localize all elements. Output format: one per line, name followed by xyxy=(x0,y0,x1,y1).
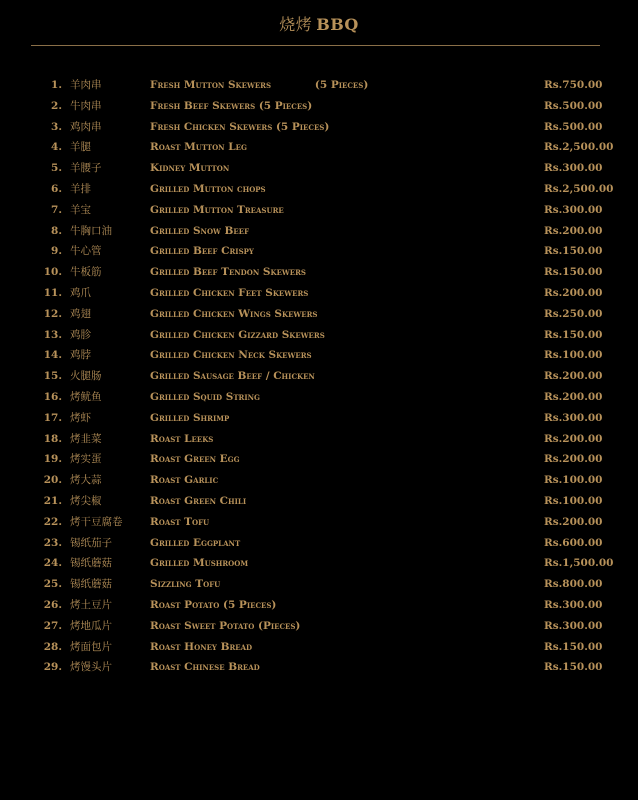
item-english-name: Roast Green Chili xyxy=(150,494,247,507)
item-price: Rs.2,500.00 xyxy=(544,182,614,195)
item-price: Rs.600.00 xyxy=(544,536,603,549)
menu-item xyxy=(0,533,638,554)
menu-item xyxy=(0,574,638,595)
item-number: 29. xyxy=(43,661,62,674)
item-english-name: Sizzling Tofu xyxy=(150,578,221,591)
item-price: Rs.150.00 xyxy=(544,661,603,674)
item-english-name: Roast Leeks xyxy=(150,432,214,445)
menu-item xyxy=(0,387,638,408)
item-number: 18. xyxy=(43,432,62,445)
item-chinese-name: 锡纸茄子 xyxy=(70,536,112,549)
item-price: Rs.300.00 xyxy=(544,162,603,175)
item-chinese-name: 烤土豆片 xyxy=(70,598,112,611)
item-chinese-name: 烤地瓜片 xyxy=(70,619,112,632)
item-price: Rs.200.00 xyxy=(544,515,603,528)
menu-item xyxy=(0,117,638,138)
menu-item xyxy=(0,366,638,387)
item-english-name: Grilled Snow Beef xyxy=(150,224,250,237)
item-english-name: Kidney Mutton xyxy=(150,162,230,175)
item-number: 12. xyxy=(43,307,62,320)
item-english-name: Roast Garlic xyxy=(150,474,219,487)
menu-item xyxy=(0,158,638,179)
menu-item xyxy=(0,96,638,117)
item-chinese-name: 鸡爪 xyxy=(70,286,91,299)
item-chinese-name: 锡纸蘑菇 xyxy=(70,557,112,570)
item-number: 5. xyxy=(51,162,62,175)
item-english-name: Grilled Beef Crispy xyxy=(150,245,254,258)
item-chinese-name: 烤韭菜 xyxy=(70,432,102,445)
item-chinese-name: 鸡胗 xyxy=(70,328,91,341)
item-price: Rs.2,500.00 xyxy=(544,141,614,154)
item-number: 14. xyxy=(43,349,62,362)
menu-item xyxy=(0,595,638,616)
menu-item xyxy=(0,408,638,429)
item-english-name: Grilled Eggplant xyxy=(150,536,241,549)
item-english-name: Roast Tofu xyxy=(150,515,210,528)
item-price: Rs.150.00 xyxy=(544,640,603,653)
menu-item xyxy=(0,345,638,366)
item-english-name: Fresh Mutton Skewers (5 Pieces) xyxy=(150,79,369,91)
menu-item xyxy=(0,325,638,346)
item-chinese-name: 羊宝 xyxy=(70,203,91,216)
menu-item xyxy=(0,304,638,325)
item-price: Rs.300.00 xyxy=(544,203,603,216)
item-number: 16. xyxy=(43,390,62,403)
item-price: Rs.150.00 xyxy=(544,266,603,279)
item-chinese-name: 锡纸蘑菇 xyxy=(70,578,112,591)
menu-item xyxy=(0,657,638,678)
menu-section-title xyxy=(0,12,638,35)
item-number: 7. xyxy=(51,203,62,216)
title-divider xyxy=(31,45,600,46)
item-price: Rs.100.00 xyxy=(544,474,603,487)
item-number: 23. xyxy=(43,536,62,549)
item-number: 26. xyxy=(43,598,62,611)
item-number: 9. xyxy=(51,245,62,258)
item-english-name: Fresh Beef Skewers (5 Pieces) xyxy=(150,99,313,112)
item-english-name: Roast Honey Bread xyxy=(150,640,253,653)
item-number: 22. xyxy=(43,515,62,528)
menu-item xyxy=(0,553,638,574)
item-number: 11. xyxy=(43,286,62,299)
item-number: 1. xyxy=(51,79,62,91)
item-chinese-name: 羊腰子 xyxy=(70,162,102,175)
item-chinese-name: 烤虾 xyxy=(70,411,91,424)
item-english-name: Roast Potato (5 Pieces) xyxy=(150,598,277,611)
item-chinese-name: 烤馒头片 xyxy=(70,661,112,674)
item-price: Rs.800.00 xyxy=(544,578,603,591)
item-price: Rs.300.00 xyxy=(544,598,603,611)
item-price: Rs.200.00 xyxy=(544,390,603,403)
item-price: Rs.200.00 xyxy=(544,432,603,445)
menu-item xyxy=(0,470,638,491)
menu-item xyxy=(0,137,638,158)
item-price: Rs.150.00 xyxy=(544,328,603,341)
menu-item xyxy=(0,616,638,637)
item-price: Rs.200.00 xyxy=(544,224,603,237)
item-chinese-name: 羊肉串 xyxy=(70,79,102,91)
menu-item xyxy=(0,221,638,242)
item-price: Rs.500.00 xyxy=(544,120,603,133)
item-chinese-name: 羊腿 xyxy=(70,141,91,154)
title-chinese: 烧烤 xyxy=(279,15,313,34)
item-chinese-name: 鸡翅 xyxy=(70,307,91,320)
item-chinese-name: 牛肉串 xyxy=(70,99,102,112)
item-price: Rs.500.00 xyxy=(544,99,603,112)
item-number: 10. xyxy=(43,266,62,279)
item-price: Rs.300.00 xyxy=(544,619,603,632)
item-price: Rs.1,500.00 xyxy=(544,557,614,570)
item-english-name: Grilled Chicken Feet Skewers xyxy=(150,286,309,299)
item-english-name: Grilled Mutton Treasure xyxy=(150,203,284,216)
menu-item xyxy=(0,200,638,221)
item-price: Rs.100.00 xyxy=(544,349,603,362)
item-chinese-name: 烤大蒜 xyxy=(70,474,102,487)
item-price: Rs.200.00 xyxy=(544,286,603,299)
item-price: Rs.200.00 xyxy=(544,453,603,466)
item-number: 25. xyxy=(43,578,62,591)
item-english-name: Grilled Squid String xyxy=(150,390,261,403)
menu-item xyxy=(0,179,638,200)
item-price: Rs.100.00 xyxy=(544,494,603,507)
item-english-name: Grilled Chicken Gizzard Skewers xyxy=(150,328,325,341)
item-number: 8. xyxy=(51,224,62,237)
item-english-name: Grilled Beef Tendon Skewers xyxy=(150,266,306,279)
item-number: 17. xyxy=(43,411,62,424)
item-price: Rs.150.00 xyxy=(544,245,603,258)
item-number: 19. xyxy=(43,453,62,466)
item-number: 20. xyxy=(43,474,62,487)
item-english-name: Grilled Shrimp xyxy=(150,411,230,424)
item-chinese-name: 火腿肠 xyxy=(70,370,102,383)
item-english-name: Fresh Chicken Skewers (5 Pieces) xyxy=(150,120,330,133)
title-english: BBQ xyxy=(316,15,359,34)
item-price: Rs.300.00 xyxy=(544,411,603,424)
item-chinese-name: 牛板筋 xyxy=(70,266,102,279)
item-english-name: Roast Sweet Potato (Pieces) xyxy=(150,619,301,632)
item-chinese-name: 鸡脖 xyxy=(70,349,91,362)
item-english-name: Grilled Chicken Neck Skewers xyxy=(150,349,312,362)
item-number: 24. xyxy=(43,557,62,570)
menu-list xyxy=(0,75,638,678)
menu-item xyxy=(0,241,638,262)
item-english-name: Grilled Chicken Wings Skewers xyxy=(150,307,318,320)
item-price: Rs.750.00 xyxy=(544,79,603,91)
item-number: 3. xyxy=(51,120,62,133)
menu-item xyxy=(0,491,638,512)
item-number: 27. xyxy=(43,619,62,632)
menu-item xyxy=(0,449,638,470)
menu-item xyxy=(0,262,638,283)
item-number: 4. xyxy=(51,141,62,154)
item-english-name: Grilled Mushroom xyxy=(150,557,249,570)
menu-item xyxy=(0,75,638,96)
item-english-name: Grilled Sausage Beef / Chicken xyxy=(150,370,315,383)
item-number: 21. xyxy=(43,494,62,507)
item-chinese-name: 烤面包片 xyxy=(70,640,112,653)
item-number: 28. xyxy=(43,640,62,653)
item-chinese-name: 鸡肉串 xyxy=(70,120,102,133)
item-number: 6. xyxy=(51,182,62,195)
item-english-name: Grilled Mutton chops xyxy=(150,182,266,195)
item-price: Rs.250.00 xyxy=(544,307,603,320)
menu-item xyxy=(0,512,638,533)
menu-item xyxy=(0,283,638,304)
item-chinese-name: 烤尖椒 xyxy=(70,494,102,507)
item-chinese-name: 烤干豆腐卷 xyxy=(70,515,123,528)
item-chinese-name: 烤鱿鱼 xyxy=(70,390,102,403)
item-number: 15. xyxy=(43,370,62,383)
item-chinese-name: 羊排 xyxy=(70,182,91,195)
item-price: Rs.200.00 xyxy=(544,370,603,383)
item-chinese-name: 牛胸口油 xyxy=(70,224,112,237)
item-number: 13. xyxy=(43,328,62,341)
menu-item xyxy=(0,637,638,658)
item-number: 2. xyxy=(51,99,62,112)
item-english-name: Roast Green Egg xyxy=(150,453,240,466)
menu-item xyxy=(0,429,638,450)
item-english-name: Roast Mutton Leg xyxy=(150,141,247,154)
item-chinese-name: 牛心管 xyxy=(70,245,102,258)
item-english-name: Roast Chinese Bread xyxy=(150,661,260,674)
item-chinese-name: 烤实蛋 xyxy=(70,453,102,466)
